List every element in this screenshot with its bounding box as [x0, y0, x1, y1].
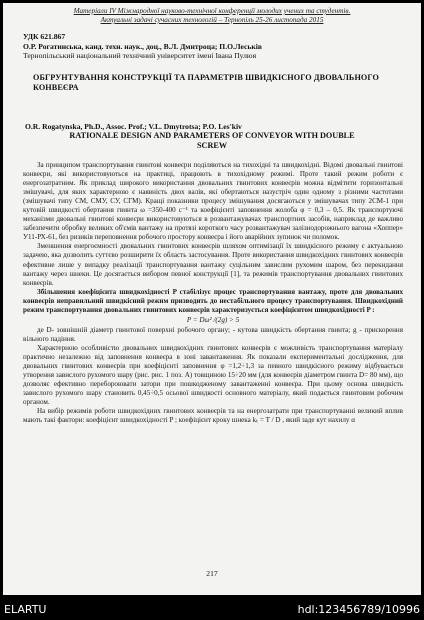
udk-code: УДК 621.867	[23, 32, 66, 41]
authors: О.Р. Рогатинська, канд. техн. наук., доц., В.Л. Дмитроца; П.О.Леськів	[23, 41, 262, 51]
header-line-1: Матеріали IV Міжнародної науково-технічної конференції молодих учених та студентів.	[73, 7, 351, 15]
page-number: 217	[206, 569, 218, 578]
repository-footer	[0, 598, 424, 620]
english-authors: O.R. Rogatynska, Ph.D., Assoc. Prof.; V.L. Dmytrotsa; P.O. Les'kiv	[25, 122, 242, 131]
conference-header	[21, 7, 403, 25]
paragraph-factors: На вибір режимів роботи швидкохідних гвинтових конвеєрів та на енергозатрати при транспортуванні великий вплив мають такі фактори: коефіцієнт швидкохідності P ; коефіцієнт кроку шнека kₜ = T / D , який заде кут нахилу α	[23, 407, 403, 425]
formula: P = Dω² /(2g) > 5	[186, 315, 240, 324]
handle-identifier[interactable]: hdl:123456789/10996	[297, 603, 420, 616]
affiliation: Тернопільський національний технічний університет імені Івана Пулюя	[23, 51, 257, 60]
paper-title: ОБГРУНТУВАННЯ КОНСТРУКЦІЇ ТА ПАРАМЕТРІВ ШВИДКІСНОГО ДВОВАЛЬНОГО КОНВЕЄРА	[33, 73, 379, 92]
header-line-2: Актуальні задачі сучасних технологій – Тернопіль 25-26 листопада 2015	[100, 16, 324, 24]
paragraph-features: Характерною особливістю двовальних швидкохідних гвинтових конвеєрів є можливість транспортування матеріалу практично незалежно від заповнення конвеєра в зоні завантаження. Як показали експериментальні дослідження, для двовальних гвинтових конвеєрів при коефіцієнті заповнення φ =1,2÷1,3 за певного швидкісного режиму відбувається утворення завислого рухомого шару (рис. рис. 1 поз. А) товщиною 15÷20 мм (для конвеєрів діаметром гвинта D= 80 мм), що дозволяє ефективно перебороювати затори при пошкодженому завантаженні конвеєра. При цьому основа швидкість завислого рухомого шару становить 0,45÷0,5 осьової швидкості основного матеріалу, який подається гвинтовим робочим органом.	[23, 343, 403, 407]
english-title: RATIONALE DESIGN AND PARAMETERS OF CONVEYOR WITH DOUBLE SCREW	[69, 131, 355, 150]
repository-name: ELARTU	[4, 603, 47, 616]
paper-body	[23, 161, 403, 425]
paragraph-speed-coefficient: Збільшення коефіцієнта швидкохідності P стабілізує процес транспортування вантажу, проте для двовальних конвеєрів неправильний швидкісний режим призводить до нестабільного процесу транспортування. Швидкохідний режим транспортування двовальних гвинтових конвеєрів характеризується коефіцієнтом швидкохідності P :	[23, 287, 403, 314]
paragraph-energy: Зменшення енергоємності двовальних гвинтових конвеєрів шляхом оптимізації їх швидкісного режиму є актуальною задачею, яка дозволить суттєво розширити їх область застосування. Проте використання швидкохідних гвинтових конвеєрів ефективне лише у випадку реалізації транспортування вантажу суцільним завислим рухомим шаром, без перекидання вантажу через шнеки. Це досягається вибором певної конструкції [1], та режимів транспортування двовальних гвинтових конвеєрів.	[23, 242, 403, 287]
paragraph-intro: За принципом транспортування гвинтові конвеєри поділяються на тихохідні та швидкохідні. Відомі двовальні гвинтові конвеєри, які використовуються на практиці, працюють в тихохідному режимі. Проте такий режим роботи є енергозатратним. Як приклад широкого використання двовальних гвинтових конвеєрів можна відмітити горизонтальні змішувачі, для яких характерною є наявність двох валів, які обертаються назустріч один одному з різними частотами (змішувачі типу СМ, СМУ, СУ, СГМ). Кращі показники процесу змішування досягаються у змішувачах типу 2СМ-1 при кутовій швидкості обертання гвинта ω =350-400 с⁻¹ та коефіцієнті заповнення жолоба φ = 0,3 – 0,5. Як транспортуючі механізми двовальні гвинтові конвеєри використовуються в розвантажувачах транспортних засобів, наприклад де важливо забезпечити обробку великих об'ємів вантажу на протязі короткого часу розвантажувач залізнодорожнього вагона «Хоппер» У11-РХ-61, без ризиків переповнення робочого простору конвеєра і його аварійних зупинок чи поломок.	[23, 161, 403, 242]
paragraph-definitions: де D- зовнішній діаметр гвинтової поверхні робочого органу; - кутова швидкість обертання гвинта; g - прискорення вільного падіння.	[23, 325, 403, 343]
